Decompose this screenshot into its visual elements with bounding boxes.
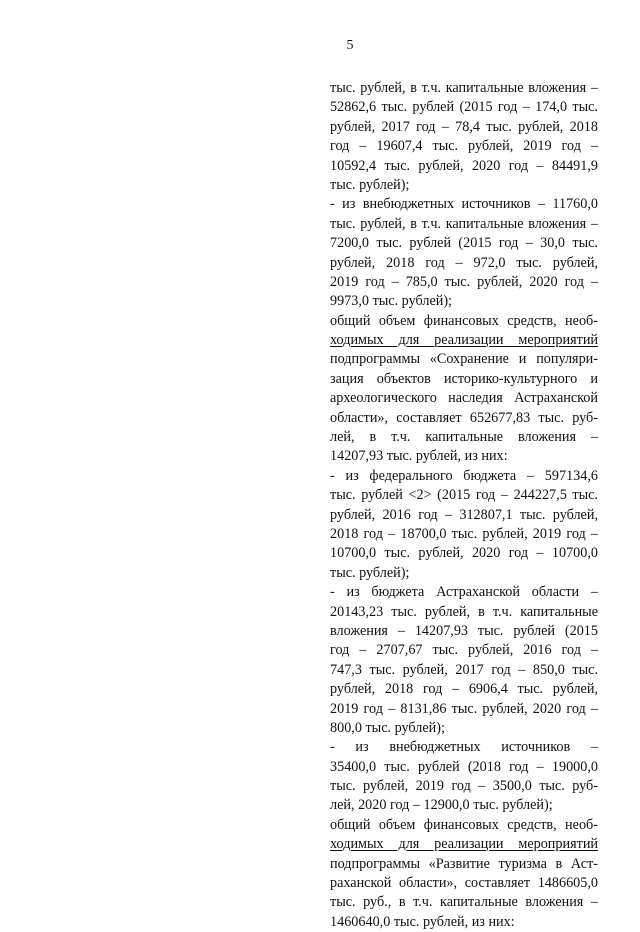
- text-line: 800,0 тыс. рублей);: [330, 719, 445, 736]
- text-line: тыс. рублей, в т.ч. капитальные вложения –: [330, 80, 598, 96]
- text-line: - из внебюджетных источников –: [330, 739, 598, 756]
- text-line: рублей, 2018 год – 6906,4 тыс. рублей,: [330, 681, 598, 698]
- text-line: тыс. рублей);: [330, 564, 410, 581]
- text-line: год – 19607,4 тыс. рублей, 2019 год –: [330, 138, 598, 155]
- text-line: вложения – 14207,93 тыс. рублей (2015: [330, 622, 598, 639]
- text-line: подпрограммы «Развитие туризма в Аст-: [330, 855, 598, 872]
- text-line: общий объем финансовых средств, необ-: [330, 816, 598, 833]
- text-line: 35400,0 тыс. рублей (2018 год – 19000,0: [330, 758, 598, 775]
- text-line: 1460640,0 тыс. рублей, из них:: [330, 913, 515, 930]
- text-line: археологического наследия Астраханской: [330, 390, 598, 407]
- text-line: год – 2707,67 тыс. рублей, 2016 год –: [330, 642, 598, 659]
- text-line: лей, 2020 год – 12900,0 тыс. рублей);: [330, 797, 553, 814]
- text-line: лей, в т.ч. капитальные вложения –: [330, 429, 598, 446]
- text-line: 9973,0 тыс. рублей);: [330, 293, 452, 310]
- text-line: - из федерального бюджета – 597134,6: [330, 467, 598, 484]
- text-line: тыс. рублей, 2019 год – 3500,0 тыс. руб-: [330, 778, 598, 795]
- text-line: 20143,23 тыс. рублей, в т.ч. капитальные: [330, 603, 598, 620]
- text-line: - из бюджета Астраханской области –: [330, 584, 598, 601]
- text-line: 2019 год – 785,0 тыс. рублей, 2020 год –: [330, 273, 598, 290]
- text-line: рублей, 2018 год – 972,0 тыс. рублей,: [330, 254, 598, 271]
- text-line: 2018 год – 18700,0 тыс. рублей, 2019 год –: [330, 525, 598, 542]
- text-line: подпрограммы «Сохранение и популяри-: [330, 351, 598, 368]
- text-line: раханской области», составляет 1486605,0: [330, 875, 598, 892]
- text-line: тыс. рублей, в т.ч. капитальные вложения –: [330, 215, 598, 232]
- text-line: тыс. руб., в т.ч. капитальные вложения –: [330, 894, 598, 911]
- page-number: 5: [346, 38, 354, 53]
- text-line: - из внебюджетных источников – 11760,0: [330, 196, 598, 213]
- text-line: тыс. рублей <2> (2015 год – 244227,5 тыс.: [330, 487, 598, 504]
- text-line: 10592,4 тыс. рублей, 2020 год – 84491,9: [330, 157, 598, 174]
- text-line: 7200,0 тыс. рублей (2015 год – 30,0 тыс.: [330, 235, 598, 252]
- text-line: 747,3 тыс. рублей, 2017 год – 850,0 тыс.: [330, 661, 598, 678]
- text-line: рублей, 2016 год – 312807,1 тыс. рублей,: [330, 506, 598, 523]
- text-line: общий объем финансовых средств, необ-: [330, 312, 598, 329]
- text-line: ходимых для реализации мероприятий: [330, 332, 598, 349]
- text-line: 52862,6 тыс. рублей (2015 год – 174,0 тыс.: [330, 99, 598, 116]
- text-line: рублей, 2017 год – 78,4 тыс. рублей, 2018: [330, 118, 598, 135]
- text-line: ходимых для реализации мероприятий: [330, 836, 598, 853]
- body-text: [330, 79, 598, 932]
- text-line: тыс. рублей);: [330, 176, 410, 193]
- text-line: области», составляет 652677,83 тыс. руб-: [330, 409, 598, 426]
- text-line: 10700,0 тыс. рублей, 2020 год – 10700,0: [330, 545, 598, 562]
- text-line: 2019 год – 8131,86 тыс. рублей, 2020 год –: [330, 700, 598, 717]
- text-line: 14207,93 тыс. рублей, из них:: [330, 448, 508, 465]
- text-line: зация объектов историко-культурного и: [330, 370, 598, 387]
